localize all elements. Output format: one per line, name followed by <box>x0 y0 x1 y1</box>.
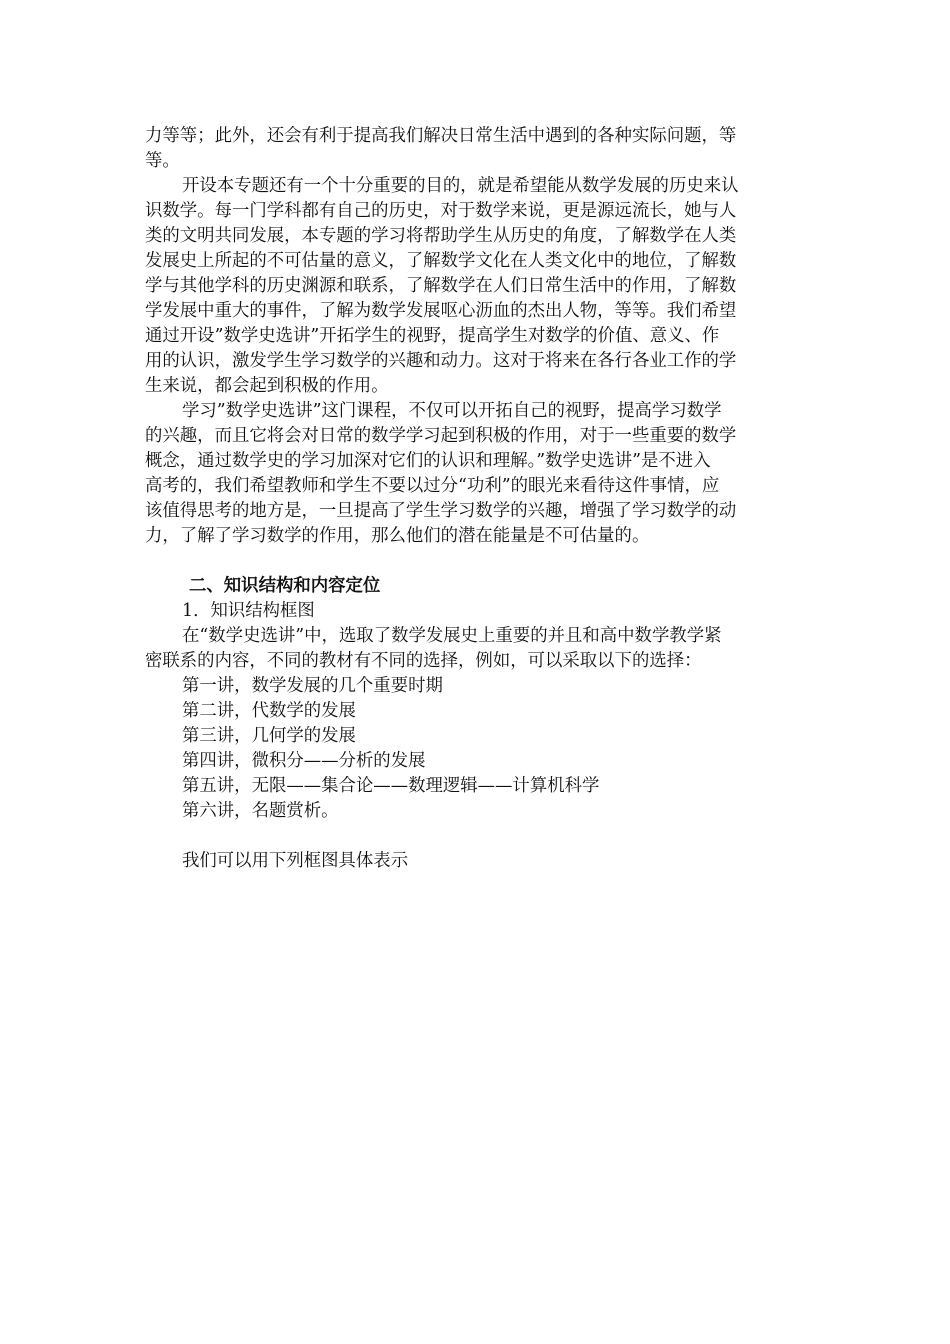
text-line: 力等等；此外，还会有利于提高我们解决日常生活中遇到的各种实际问题，等 <box>145 126 737 146</box>
text-line: 等。 <box>145 151 180 171</box>
section-heading: 二、知识结构和内容定位 <box>189 576 381 596</box>
text-line: 学习”数学史选讲”这门课程，不仅可以开拓自己的视野，提高学习数学 <box>182 401 722 421</box>
text-line: 学与其他学科的历史渊源和联系，了解数学在人们日常生活中的作用，了解数 <box>145 276 737 296</box>
lecture-item: 第四讲，微积分——分析的发展 <box>182 751 426 771</box>
text-line: 力，了解了学习数学的作用，那么他们的潜在能量是不可估量的。 <box>145 526 650 546</box>
text-line: 学发展中重大的事件，了解为数学发展呕心沥血的杰出人物，等等。我们希望 <box>145 301 737 321</box>
spacer <box>145 824 807 849</box>
text-line: 类的文明共同发展，本专题的学习将帮助学生从历史的角度，了解数学在人类 <box>145 226 737 246</box>
closing-line: 我们可以用下列框图具体表示 <box>182 851 409 871</box>
text-line: 的兴趣，而且它将会对日常的数学学习起到积极的作用，对于一些重要的数学 <box>145 426 737 446</box>
text-line: 发展史上所起的不可估量的意义，了解数学文化在人类文化中的地位，了解数 <box>145 251 737 271</box>
lecture-item: 第五讲，无限——集合论——数理逻辑——计算机科学 <box>182 776 600 796</box>
section-subheading: 1．知识结构框图 <box>182 601 315 621</box>
lecture-item: 第二讲，代数学的发展 <box>182 701 356 721</box>
lecture-item: 第三讲，几何学的发展 <box>182 726 356 746</box>
text-line: 用的认识，激发学生学习数学的兴趣和动力。这对于将来在各行各业工作的学 <box>145 351 737 371</box>
text-line: 通过开设”数学史选讲”开拓学生的视野，提高学生对数学的价值、意义、作 <box>145 326 720 346</box>
text-line: 开设本专题还有一个十分重要的目的，就是希望能从数学发展的历史来认 <box>182 176 739 196</box>
text-line: 生来说，都会起到积极的作用。 <box>145 376 389 396</box>
text-line: 识数学。每一门学科都有自己的历史，对于数学来说，更是源远流长，她与人 <box>145 201 737 221</box>
document-page <box>145 124 807 874</box>
lecture-item: 第六讲，名题赏析。 <box>182 801 339 821</box>
text-line: 密联系的内容，不同的教材有不同的选择，例如，可以采取以下的选择： <box>145 651 702 671</box>
text-line: 在“数学史选讲”中，选取了数学发展史上重要的并且和高中数学教学紧 <box>182 626 722 646</box>
text-line: 概念，通过数学史的学习加深对它们的认识和理解。”数学史选讲”是不进入 <box>145 451 711 471</box>
text-line: 该值得思考的地方是，一旦提高了学生学习数学的兴趣，增强了学习数学的动 <box>145 501 737 521</box>
lecture-item: 第一讲，数学发展的几个重要时期 <box>182 676 443 696</box>
spacer <box>145 549 807 574</box>
text-line: 高考的，我们希望教师和学生不要以过分“功利”的眼光来看待这件事情，应 <box>145 476 720 496</box>
